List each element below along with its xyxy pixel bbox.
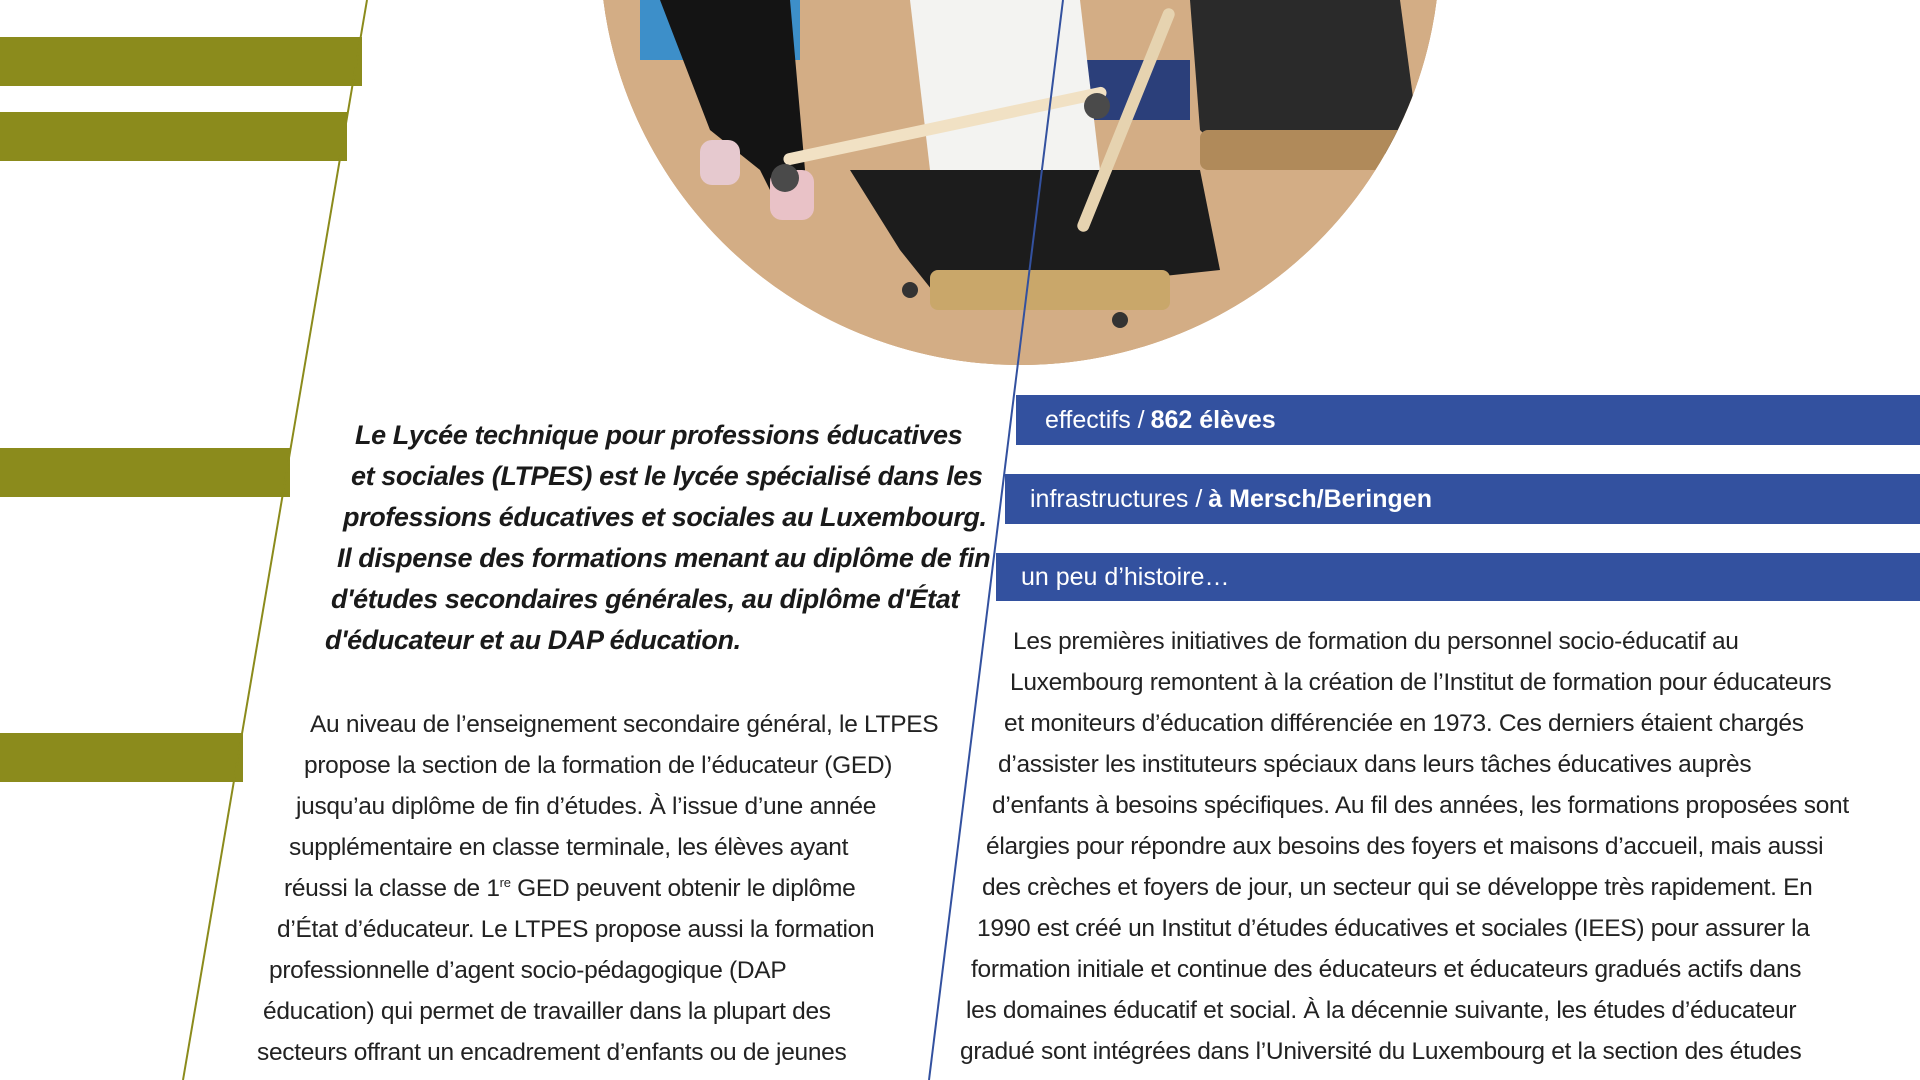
body-line: Luxembourg remontent à la création de l’Institut de formation pour éducateurs [1010,669,1832,696]
body-line: les domaines éducatif et social. À la décennie suivante, les études d’éducateur [966,997,1797,1024]
body-line: 1990 est créé un Institut d’études éducatives et sociales (IEES) pour assurer la [977,915,1810,942]
body-line: formation initiale et continue des éducateurs et éducateurs gradués actifs dans [971,956,1802,983]
intro-line: Le Lycée technique pour professions éducatives [355,420,963,450]
body-line: professionnelle d’agent socio-pédagogique (DAP [269,957,787,984]
body-line: d’enfants à besoins spécifiques. Au fil des années, les formations proposées sont [992,792,1849,819]
infrastructures-label: infrastructures / [1030,484,1203,513]
infrastructures-band [1005,474,1920,524]
body-text: GED peuvent obtenir le diplôme [510,875,856,902]
body-line: Au niveau de l’enseignement secondaire général, le LTPES [310,711,939,738]
infrastructures-value: à Mersch/Beringen [1208,484,1432,513]
effectifs-label: effectifs / [1045,405,1145,434]
body-line: et moniteurs d’éducation différenciée en 1973. Ces derniers étaient chargés [1004,710,1804,737]
body-line: éducation) qui permet de travailler dans la plupart des [263,998,831,1025]
body-line: propose la section de la formation de l’éducateur (GED) [304,752,893,779]
intro-line: Il dispense des formations menant au diplôme de fin [337,543,991,573]
body-line: d’État d’éducateur. Le LTPES propose aussi la formation [277,916,875,943]
body-line: d’assister les instituteurs spéciaux dans leurs tâches éducatives auprès [998,751,1752,778]
body-line: supplémentaire en classe terminale, les élèves ayant [289,834,849,861]
intro-line: professions éducatives et sociales au Luxembourg. [343,502,987,532]
intro-line: d'études secondaires générales, au diplôme d'État [331,584,959,614]
body-line: secteurs offrant un encadrement d’enfants ou de jeunes [257,1039,847,1066]
body-line-with-superscript [284,875,855,903]
body-line: jusqu’au diplôme de fin d’études. À l’issue d’une année [296,793,877,820]
intro-line: et sociales (LTPES) est le lycée spécialisé dans les [351,461,983,491]
body-text: réussi la classe de 1 [284,875,500,902]
superscript: re [499,875,511,890]
effectifs-band [1016,395,1920,445]
body-line: élargies pour répondre aux besoins des foyers et maisons d’accueil, mais aussi [986,833,1824,860]
body-line: gradué sont intégrées dans l’Université du Luxembourg et la section des études [960,1038,1802,1065]
effectifs-value: 862 élèves [1150,405,1276,434]
histoire-band [996,553,1920,601]
intro-line: d'éducateur et au DAP éducation. [325,625,741,655]
histoire-label: un peu d’histoire… [1021,562,1230,591]
body-line: des crèches et foyers de jour, un secteur qui se développe très rapidement. En [982,874,1813,901]
body-line: Les premières initiatives de formation du personnel socio-éducatif au [1013,628,1739,655]
